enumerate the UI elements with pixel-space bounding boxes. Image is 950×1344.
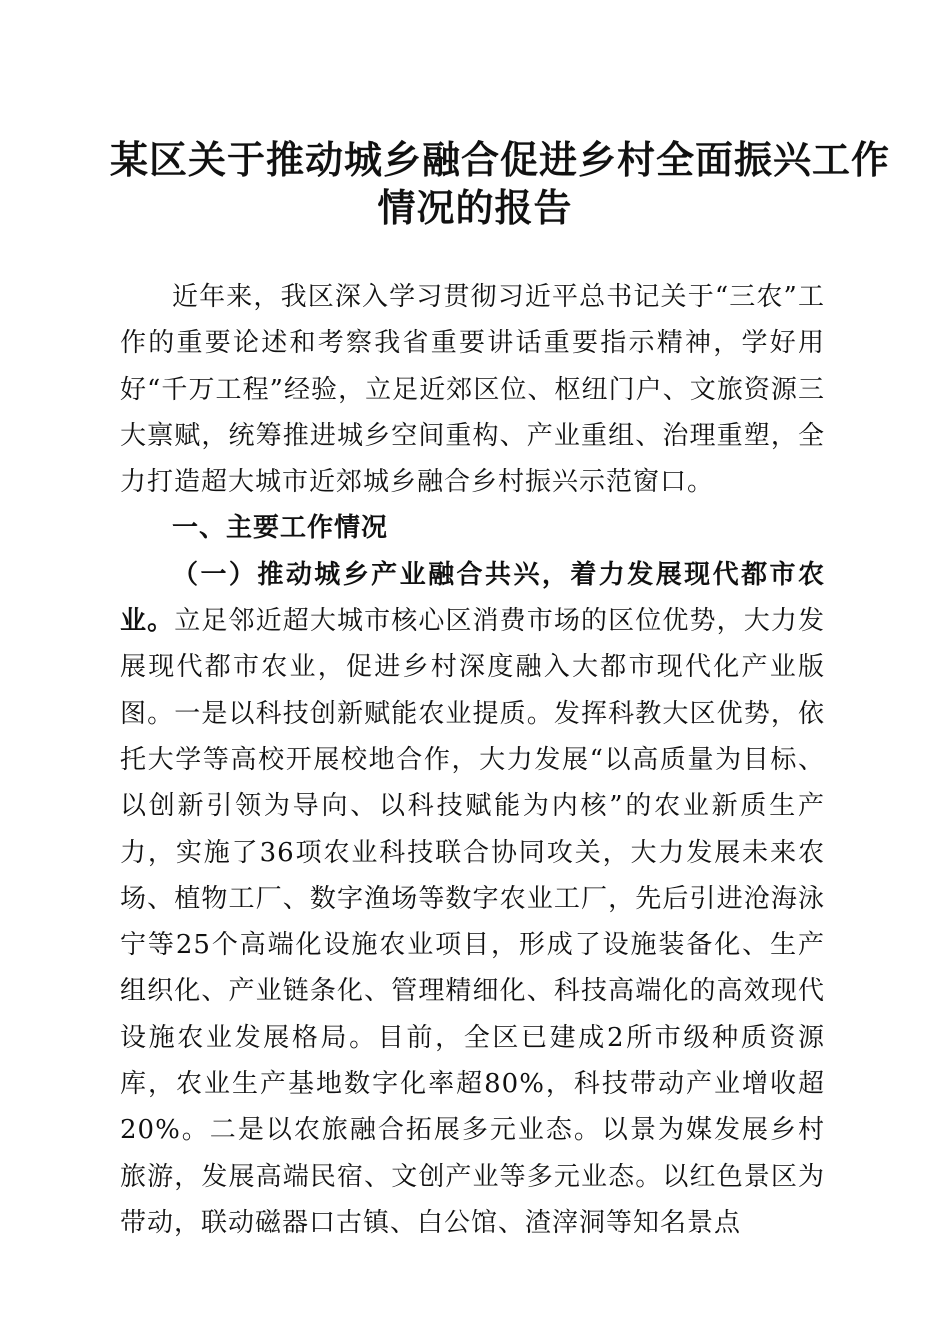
subsection-body-1: 立足邻近超大城市核心区消费市场的区位优势，大力发展现代都市农业，促进乡村深度融入大都市现代化产业版图。一是以科技创新赋能农业提质。发挥科教大区优势，依托大学等高校开展校地合作，大力发展“以高质量为目标、以创新引领为导向、以科技赋能为内核”的农业新质生产力，实施了36项农业科技联合协同攻关，大力发展未来农场、植物工厂、数字渔场等数字农业工厂，先后引进沧海泳宁等25个高端化设施农业项目，形成了设施装备化、生产组织化、产业链条化、管理精细化、科技高端化的高效现代设施农业发展格局。目前，全区已建成2所市级种质资源库，农业生产基地数字化率超80%，科技带动产业增收超20%。二是以农旅融合拓展多元业态。以景为媒发展乡村旅游，发展高端民宿、文创产业等多元业态。以红色景区为带动，联动磁器口古镇、白公馆、渣滓洞等知名景点 bbox=[120, 606, 825, 1238]
document-title-line-1: 某区关于推动城乡融合促进乡村全面振兴工作 bbox=[110, 137, 891, 182]
subsection-lead-1: （一）推动城乡产业融合共兴，着力发展现代都市农业。 bbox=[120, 559, 825, 637]
intro-paragraph: 近年来，我区深入学习贯彻习近平总书记关于“三农”工作的重要论述和考察我省重要讲话重要指示精神，学好用好“千万工程”经验，立足近郊区位、枢纽门户、文旅资源三大禀赋，统筹推进城乡空间重构、产业重组、治理重塑，全力打造超大城市近郊城乡融合乡村振兴示范窗口。 bbox=[120, 282, 825, 498]
section-heading-1: 一、主要工作情况 bbox=[172, 513, 389, 544]
subsection-paragraph-1 bbox=[120, 552, 825, 1246]
document-title-line-2: 情况的报告 bbox=[377, 185, 573, 230]
document-body bbox=[120, 274, 825, 1246]
